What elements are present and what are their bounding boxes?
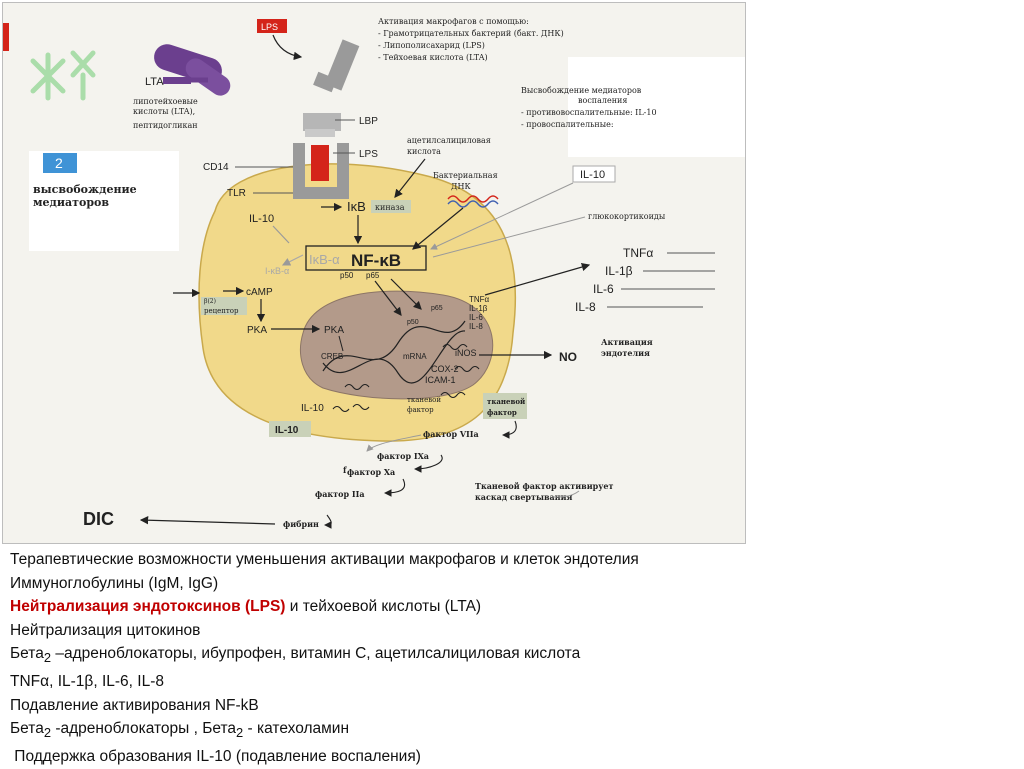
tissue-to-f7a-arrow — [503, 421, 516, 435]
peptidoglycan-lattice — [33, 53, 93, 98]
lipoteichoic-line-2: кислоты (LTA), — [133, 107, 196, 116]
lipoteichoic-line-1: липотейхоевые — [133, 97, 198, 106]
camp-label: cAMP — [246, 287, 273, 298]
il6-inner: IL-6 — [469, 313, 483, 322]
activation-title: Активация макрофагов с помощью: — [378, 17, 529, 26]
ikb-alpha-small: I-κB-α — [265, 266, 290, 276]
caption-line-2: Иммуноглобулины (IgM, IgG) — [10, 574, 219, 592]
f7a-label: фактор VIIa — [423, 429, 479, 439]
tissue-note-line-2: каскад свертывания — [475, 492, 573, 502]
section-number: 2 — [55, 155, 63, 171]
lps-label: LPS — [359, 149, 378, 160]
red-edge-marker — [3, 23, 9, 51]
mediators-title-2: воспаления — [578, 96, 628, 105]
caption-line-3-rest: и тейхоевой кислоты (LTA) — [285, 598, 482, 616]
aspirin-line-2: кислота — [407, 147, 441, 156]
caption-text-block — [10, 548, 1010, 769]
caption-line-4: Нейтрализация цитокинов — [10, 621, 201, 639]
caption-line-8-sub-1: 2 — [43, 725, 52, 741]
mediators-pro: - провоспалительные: — [521, 120, 614, 129]
f10a-prefix: f — [343, 465, 347, 475]
pathway-figure — [2, 2, 746, 544]
ikb-alpha-label: IκB-α — [309, 252, 340, 267]
peptidoglycan-label: пептидогликан — [133, 121, 198, 130]
il10-bottom-1: IL-10 — [301, 403, 324, 414]
macrophage-activation-diagram — [3, 3, 745, 543]
activation-item-3: - Тейхоевая кислота (LTA) — [378, 53, 488, 62]
nfkb-p50: p50 — [340, 271, 354, 280]
caption-line-6: TNFα, IL-1β, IL-6, IL-8 — [10, 673, 164, 691]
cox2-label: COX-2 — [431, 364, 459, 374]
mediators-title-1: Высвобождение медиаторов — [521, 86, 642, 95]
out-il1b: IL-1β — [605, 264, 633, 278]
caption-line-8-sub-2: 2 — [236, 725, 244, 741]
f2a-label: фактор IIa — [315, 489, 365, 499]
caption-line-8 — [10, 717, 1010, 745]
right-white-panel — [568, 57, 745, 157]
f2a-to-fibrin-arrow — [325, 515, 331, 525]
beta2-line-2: рецептор — [204, 307, 239, 315]
mrna-label: mRNA — [403, 352, 427, 361]
out-tnfa: TNFα — [623, 246, 654, 260]
il10-left: IL-10 — [249, 213, 275, 225]
icam1-label: ICAM-1 — [425, 375, 456, 385]
nucleus-p50: p50 — [407, 319, 419, 326]
dic-label: DIC — [83, 509, 114, 529]
caption-line-3-highlight: Нейтрализация эндотоксинов (LPS) — [10, 598, 286, 616]
lps-arrow — [273, 35, 301, 57]
nucleus-p65: p65 — [431, 305, 443, 312]
caption-line-5-post: –адреноблокаторы, ибупрофен, витамин С, ацетилсалициловая кислота — [51, 645, 581, 663]
tissue-box-line-1: тканевой — [487, 397, 526, 406]
tissue-inner-line-1: тканевой — [407, 396, 442, 404]
f9a-label: фактор IXa — [377, 451, 429, 461]
beta2-line-1: β(2) — [204, 298, 216, 305]
caption-line-5 — [10, 642, 1010, 670]
pka-left: PKA — [247, 325, 268, 336]
aspirin-line-1: ацетилсалициловая — [407, 136, 491, 145]
kinase-label: киназа — [375, 203, 405, 212]
tissue-box-line-2: фактор — [487, 408, 517, 417]
f10a-label: фактор Xa — [347, 467, 396, 477]
il1b-inner: IL-1β — [469, 304, 488, 313]
lipoteichoic-label — [133, 97, 198, 130]
pka-mid: PKA — [324, 325, 345, 336]
release-heading-2: медиаторов — [33, 196, 109, 209]
fibrin-to-dic-arrow — [141, 520, 275, 524]
tissue-note-line-1: Тканевой фактор активирует — [475, 481, 614, 491]
bacterium-shapes — [151, 41, 235, 100]
f10a-to-f2a-arrow — [385, 479, 405, 493]
caption-line-3 — [10, 595, 1010, 619]
caption-line-1: Терапевтические возможности уменьшения активации макрофагов и клеток эндотелия — [10, 551, 639, 568]
ikb-label: IκB — [347, 199, 366, 214]
no-label: NO — [559, 350, 577, 364]
lbp-label: LBP — [359, 116, 378, 127]
caption-line-7: Подавление активирования NF-kB — [10, 696, 259, 714]
activation-item-1: - Грамотрицательных бактерий (бакт. ДНК) — [378, 29, 564, 38]
bact-dna-line-1: Бактериальная — [433, 171, 498, 180]
caption-line-8-c: - катехоламин — [243, 720, 350, 738]
lta-label: LTA — [145, 76, 164, 88]
inos-label: iNOS — [455, 348, 477, 358]
activation-item-2: - Липополисахарид (LPS) — [378, 41, 485, 50]
out-il8: IL-8 — [575, 300, 596, 314]
lps-box-label: LPS — [261, 22, 279, 32]
il10-top-right: IL-10 — [580, 169, 606, 181]
out-il6: IL-6 — [593, 282, 614, 296]
nfkb-p65: p65 — [366, 271, 380, 280]
mediators-anti: - противовоспалительные: IL-10 — [521, 108, 657, 117]
caption-line-5-sub: 2 — [43, 650, 52, 666]
il8-inner: IL-8 — [469, 322, 483, 331]
nfkb-label: NF-κB — [351, 251, 402, 270]
caption-line-9: Поддержка образования IL-10 (подавление воспаления) — [10, 747, 421, 765]
cd14-label: CD14 — [203, 162, 229, 173]
creb-label: CREB — [321, 352, 344, 361]
fibrin-label: фибрин — [283, 519, 319, 529]
tissue-inner-line-2: фактор — [407, 406, 434, 414]
caption-line-8-b: -адреноблокаторы , Бета — [51, 720, 237, 738]
release-heading-1: высвобождение — [33, 183, 137, 196]
caption-line-5-pre: Бета — [10, 645, 44, 663]
endothelium-line-1: Активация — [601, 337, 653, 347]
tnfa-inner: TNFα — [469, 295, 490, 304]
caption-line-8-a: Бета — [10, 720, 44, 738]
bact-dna-line-2: ДНК — [451, 182, 471, 191]
glucocorticoids-label: глюкокортикоиды — [588, 212, 666, 221]
activation-text-block — [378, 17, 564, 62]
tlr-label: TLR — [227, 188, 246, 199]
endothelium-line-2: эндотелия — [601, 348, 650, 358]
il10-bottom-2: IL-10 — [275, 425, 299, 436]
